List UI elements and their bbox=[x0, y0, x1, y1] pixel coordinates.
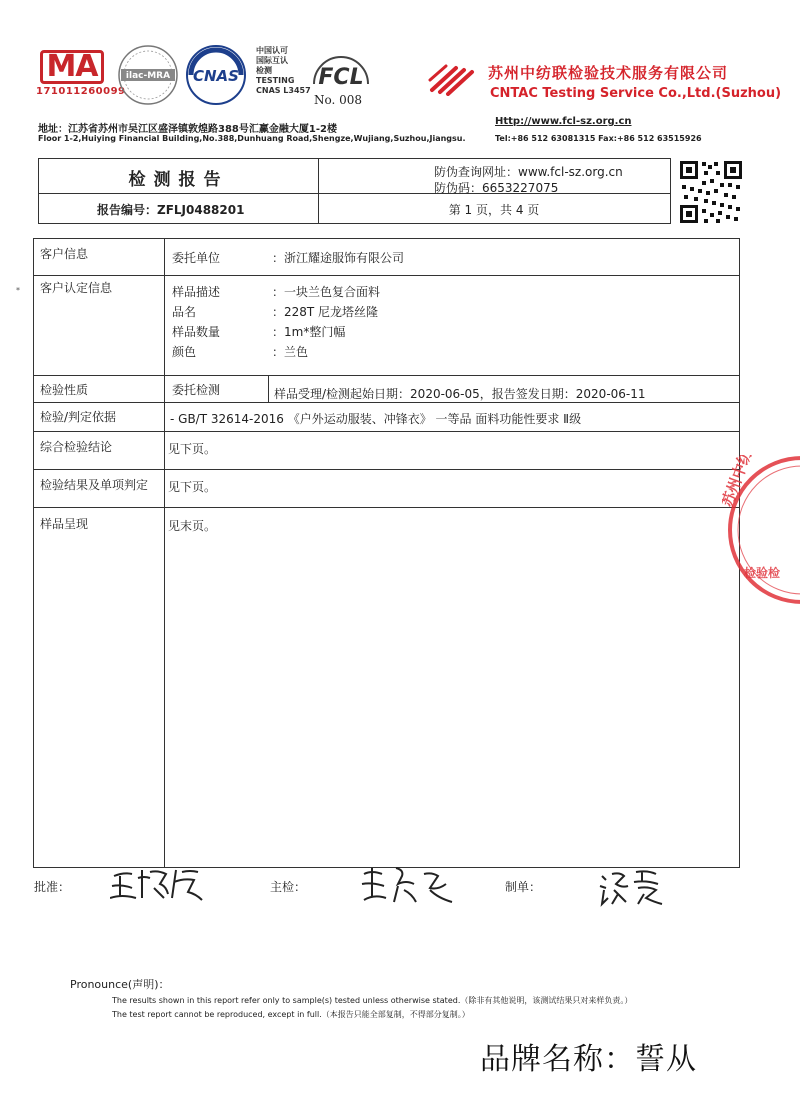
sample-desc-label: 样品描述 bbox=[172, 285, 221, 299]
brand-name: 品牌名称：誓从 bbox=[480, 1042, 697, 1077]
cnas-side-line: 检测 bbox=[256, 66, 272, 75]
cnas-side-line: CNAS L3457 bbox=[256, 86, 311, 95]
report-number: 报告编号：ZFLJ0488201 bbox=[97, 203, 245, 217]
sample-qty-label: 样品数量 bbox=[172, 325, 221, 339]
result-label: 检验结果及单项判定 bbox=[40, 478, 149, 492]
basis-value: - GB/T 32614-2016 《户外运动服装、冲锋衣》 一等品 面料功能性要求 Ⅱ级 bbox=[170, 412, 582, 426]
maker-signature bbox=[598, 866, 668, 912]
page-indicator: 第 1 页，共 4 页 bbox=[448, 203, 540, 217]
client-unit-value: ：浙江耀途服饰有限公司 bbox=[272, 251, 405, 265]
address-cn: 地址：江苏省苏州市吴江区盛泽镇敦煌路388号汇赢金融大厦1-2楼 bbox=[38, 124, 337, 135]
pronounce-heading: Pronounce(声明)： bbox=[70, 978, 170, 991]
result-value: 见下页。 bbox=[168, 480, 217, 494]
cnas-side-line: 中国认可 bbox=[256, 46, 288, 55]
report-title: 检测报告 bbox=[128, 170, 229, 190]
cma-logo bbox=[36, 48, 126, 100]
svg-text:ilac-MRA: ilac-MRA bbox=[125, 71, 171, 81]
address-en: Floor 1-2,Huiying Financial Building,No.388,Dunhuang Road,Shengze,Wujiang,Suzhou,Jiangsu. bbox=[38, 134, 466, 143]
cma-logo-text: MA bbox=[40, 50, 104, 84]
color-value: ：兰色 bbox=[272, 345, 309, 359]
approve-label: 批准： bbox=[34, 880, 71, 894]
company-seal-stamp bbox=[722, 455, 800, 605]
anti-fake-site: 防伪查询网址：www.fcl-sz.org.cn bbox=[434, 165, 623, 179]
company-name-cn: 苏州中纺联检验技术服务有限公司 bbox=[488, 64, 729, 82]
cnas-side-line: TESTING bbox=[256, 76, 295, 85]
anti-fake-code: 防伪码：6653227075 bbox=[434, 181, 559, 195]
appearance-label: 样品呈现 bbox=[40, 517, 89, 531]
approve-signature bbox=[110, 862, 210, 908]
appearance-value: 见末页。 bbox=[168, 519, 217, 533]
qr-code[interactable] bbox=[678, 159, 744, 225]
phone-fax: Tel:+86 512 63081315 Fax:+86 512 63515926 bbox=[495, 134, 702, 143]
client-unit-label: 委托单位 bbox=[172, 251, 221, 265]
product-name-value: ：228T 尼龙塔丝隆 bbox=[272, 305, 379, 319]
cma-number: 171011260099 bbox=[36, 86, 126, 97]
svg-text:FCL: FCL bbox=[318, 65, 364, 90]
basis-label: 检验/判定依据 bbox=[40, 410, 117, 424]
cnas-logo bbox=[185, 44, 247, 106]
date-info: 样品受理/检测起始日期：2020-06-05，报告签发日期：2020-06-11 bbox=[274, 387, 646, 401]
cnas-side-line: 国际互认 bbox=[256, 56, 288, 65]
maker-label: 制单： bbox=[505, 880, 542, 894]
chief-signature bbox=[358, 862, 458, 912]
test-nature-value: 委托检测 bbox=[172, 383, 221, 397]
website-link[interactable]: Http://www.fcl-sz.org.cn bbox=[495, 116, 632, 127]
client-confirm-label: 客户认定信息 bbox=[40, 281, 113, 295]
fcl-number: No. 008 bbox=[314, 93, 363, 107]
product-name-label: 品名 bbox=[172, 305, 197, 319]
svg-text:苏州中纺联检: 苏州中纺联检 bbox=[722, 455, 766, 510]
cntac-logo-icon bbox=[428, 62, 476, 96]
chief-label: 主检： bbox=[270, 880, 307, 894]
sample-qty-value: ：1m*整门幅 bbox=[272, 325, 346, 339]
svg-text:CNAS: CNAS bbox=[193, 67, 239, 85]
cnas-side-text bbox=[256, 46, 311, 96]
color-label: 颜色 bbox=[172, 345, 197, 359]
ilac-mra-logo bbox=[117, 44, 179, 106]
disclaimer-note-2: The test report cannot be reproduced, except in full.（本报告只能全部复制，不得部分复制。） bbox=[112, 1010, 470, 1019]
side-mark: * bbox=[16, 286, 20, 295]
client-info-label: 客户信息 bbox=[40, 247, 89, 261]
sample-desc-value: ：一块兰色复合面料 bbox=[272, 285, 381, 299]
svg-text:检验检: 检验检 bbox=[744, 566, 781, 580]
disclaimer-note-1: The results shown in this report refer only to sample(s) tested unless otherwise stated.（除非有其他说明，该测试结果只对来样负责。） bbox=[112, 996, 633, 1005]
report-table bbox=[33, 238, 740, 868]
test-nature-label: 检验性质 bbox=[40, 383, 89, 397]
conclusion-value: 见下页。 bbox=[168, 442, 217, 456]
report-header bbox=[38, 158, 671, 224]
company-name-en: CNTAC Testing Service Co.,Ltd.(Suzhou) bbox=[490, 86, 782, 101]
conclusion-label: 综合检验结论 bbox=[40, 440, 113, 454]
